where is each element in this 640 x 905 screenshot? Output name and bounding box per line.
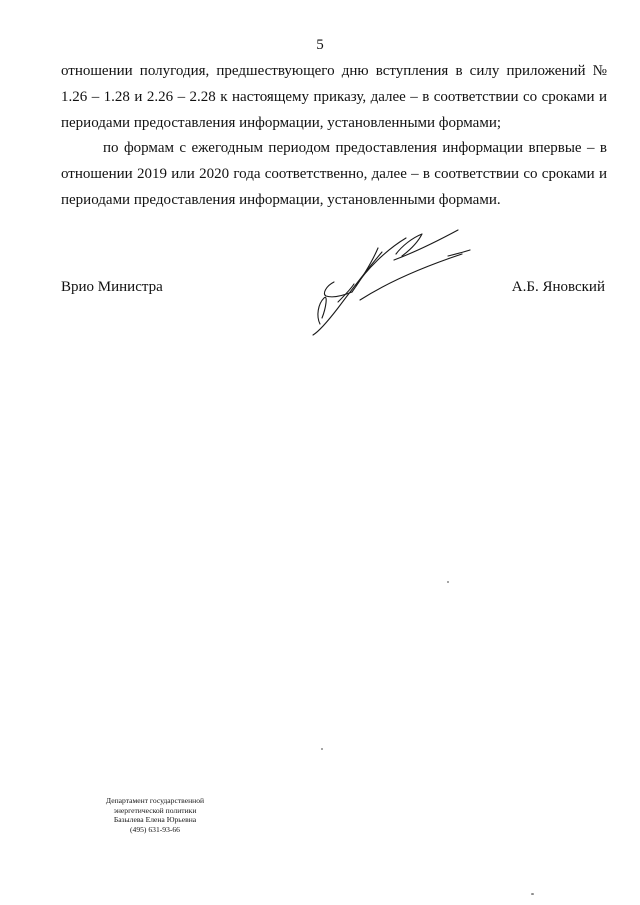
signer-position: Врио Министра bbox=[61, 279, 163, 295]
executor-phone: (495) 631-93-66 bbox=[130, 824, 180, 834]
scan-speck bbox=[321, 748, 323, 750]
executor-department-line1: Департамент государственной bbox=[105, 796, 205, 805]
handwritten-signature bbox=[298, 226, 476, 338]
scan-speck bbox=[447, 581, 449, 583]
paragraph-annual-forms: по формам с ежегодным периодом предоставления информации впервые – в отношении 2019 или 2020 года соответственно, далее – в соответствии со сроками и периодами предоставления информации, установленными формами. bbox=[61, 140, 607, 208]
executor-note bbox=[72, 796, 238, 834]
scan-speck bbox=[531, 893, 534, 895]
executor-department-line2: энергетической политики bbox=[113, 805, 197, 815]
page-number: 5 bbox=[316, 37, 324, 53]
document-body bbox=[61, 59, 607, 214]
executor-name: Базылева Елена Юрьевна bbox=[113, 815, 197, 825]
signer-name: А.Б. Яновский bbox=[511, 279, 605, 295]
paragraph-continuation: отношении полугодия, предшествующего дню вступления в силу приложений № 1.26 – 1.28 и 2.26 – 2.28 к настоящему приказу, далее – в соответствии со сроками и периодами предоставления информации, установленными формами; bbox=[61, 63, 607, 131]
